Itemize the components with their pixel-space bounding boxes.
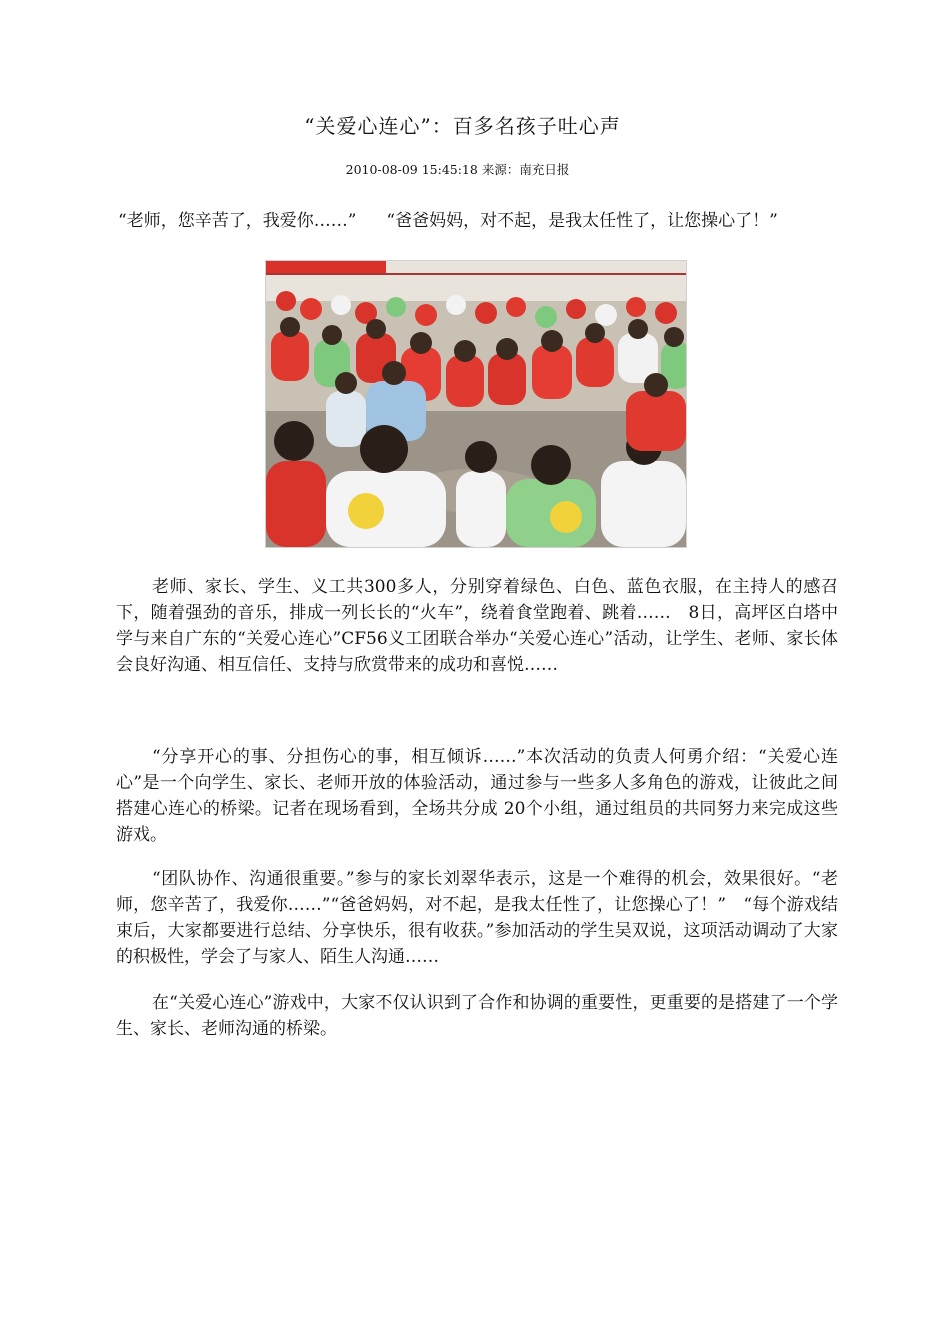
event-photo-illustration	[266, 261, 686, 547]
article-title: “关爱心连心”：百多名孩子吐心声	[304, 114, 621, 138]
lead-quote-right: “爸爸妈妈，对不起，是我太任性了，让您操心了！”	[386, 211, 778, 231]
paragraph-2: “分享开心的事、分担伤心的事，相互倾诉……”本次活动的负责人何勇介绍：“关爱心连心”是一个向学生、家长、老师开放的体验活动，通过参与一些多人多角色的游戏，让彼此之间搭建心连心的桥梁。记者在现场看到，全场共分成 20个小组，通过组员的共同努力来完成这些游戏。	[116, 747, 838, 845]
paragraph-1: 老师、家长、学生、义工共300多人，分别穿着绿色、白色、蓝色衣服，在主持人的感召下，随着强劲的音乐，排成一列长长的“火车”，绕着食堂跑着、跳着…… 8日，高坪区白塔中学与来自广东的“关爱心连心”CF56义工团联合举办“关爱心连心”活动，让学生、老师、家长体会良好沟通、相互信任、支持与欣赏带来的成功和喜悦……	[116, 577, 838, 675]
article-meta: 2010-08-09 15:45:18 来源：南充日报	[345, 162, 570, 177]
lead-quote-left: “老师，您辛苦了，我爱你……”	[118, 211, 357, 231]
paragraph-4: 在“关爱心连心”游戏中，大家不仅认识到了合作和协调的重要性，更重要的是搭建了一个学生、家长、老师沟通的桥梁。	[116, 993, 838, 1039]
lead-quote	[118, 206, 858, 231]
paragraph-3: “团队协作、沟通很重要。”参与的家长刘翠华表示，这是一个难得的机会，效果很好。“老师，您辛苦了，我爱你……”“爸爸妈妈，对不起，是我太任性了，让您操心了！” “每个游戏结束后，大家都要进行总结、分享快乐，很有收获。”参加活动的学生吴双说，这项活动调动了大家的积极性，学会了与家人、陌生人沟通……	[116, 869, 838, 967]
event-photo	[265, 260, 687, 548]
